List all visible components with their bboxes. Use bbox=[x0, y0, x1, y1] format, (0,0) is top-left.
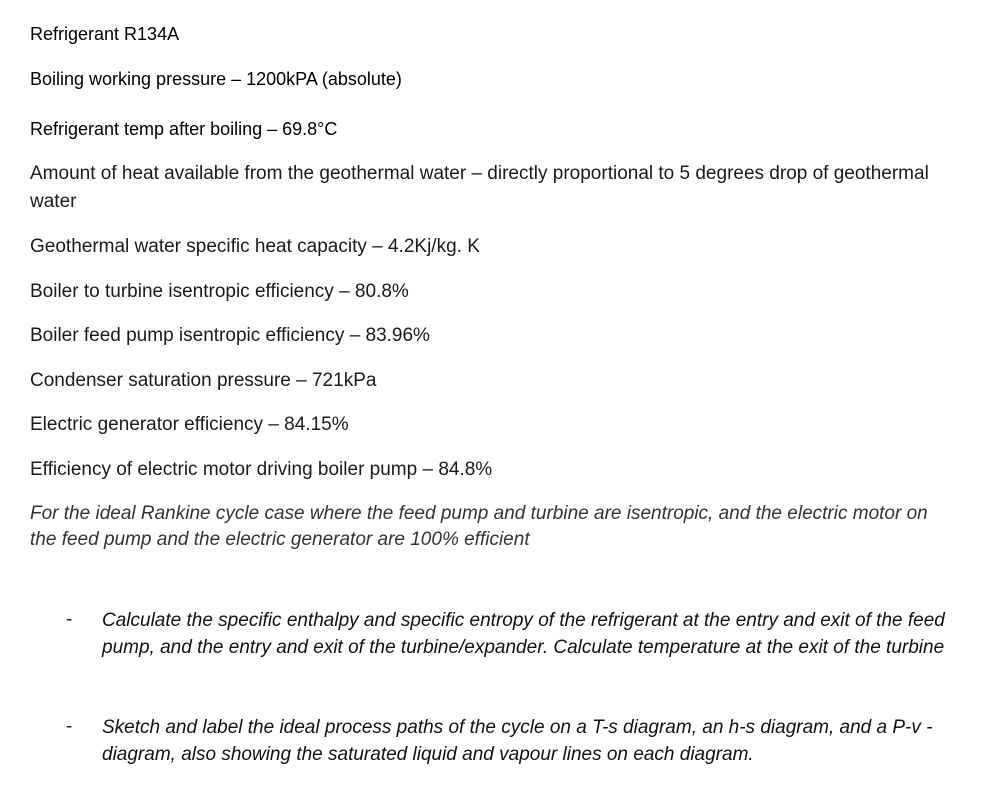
refrigerant-line: Refrigerant R134A bbox=[30, 24, 180, 44]
refrigerant-temp-line: Refrigerant temp after boiling – 69.8°C bbox=[30, 119, 338, 139]
condenser-pressure-line: Condenser saturation pressure – 721kPa bbox=[30, 370, 377, 391]
boiling-pressure-line: Boiling working pressure – 1200kPA (absolute) bbox=[30, 69, 402, 89]
heat-available-line: Amount of heat available from the geothermal water – directly proportional to 5 degrees drop of geothermal water bbox=[30, 163, 929, 212]
ideal-case-intro: For the ideal Rankine cycle case where the feed pump and turbine are isentropic, and the electric motor on the feed pump and the electric generator are 100% efficient bbox=[30, 503, 928, 550]
bullet-text: Calculate the specific enthalpy and specific entropy of the refrigerant at the entry and exit of the feed pump, and the entry and exit of the turbine/expander. Calculate temperature at the exit of the turbine bbox=[102, 610, 945, 658]
pump-efficiency-line: Boiler feed pump isentropic efficiency – 83.96% bbox=[30, 325, 430, 346]
bullet-dash: - bbox=[66, 716, 73, 737]
generator-efficiency-line: Electric generator efficiency – 84.15% bbox=[30, 414, 349, 435]
bullet-dash: - bbox=[66, 609, 73, 630]
motor-efficiency-line: Efficiency of electric motor driving boiler pump – 84.8% bbox=[30, 459, 493, 480]
specific-heat-line: Geothermal water specific heat capacity – 4.2Kj/kg. K bbox=[30, 236, 480, 257]
turbine-efficiency-line: Boiler to turbine isentropic efficiency – 80.8% bbox=[30, 281, 409, 302]
bullet-text: Sketch and label the ideal process paths of the cycle on a T-s diagram, an h-s diagram, and a P-v -diagram, also showing the saturated liquid and vapour lines on each diagram. bbox=[102, 717, 933, 765]
